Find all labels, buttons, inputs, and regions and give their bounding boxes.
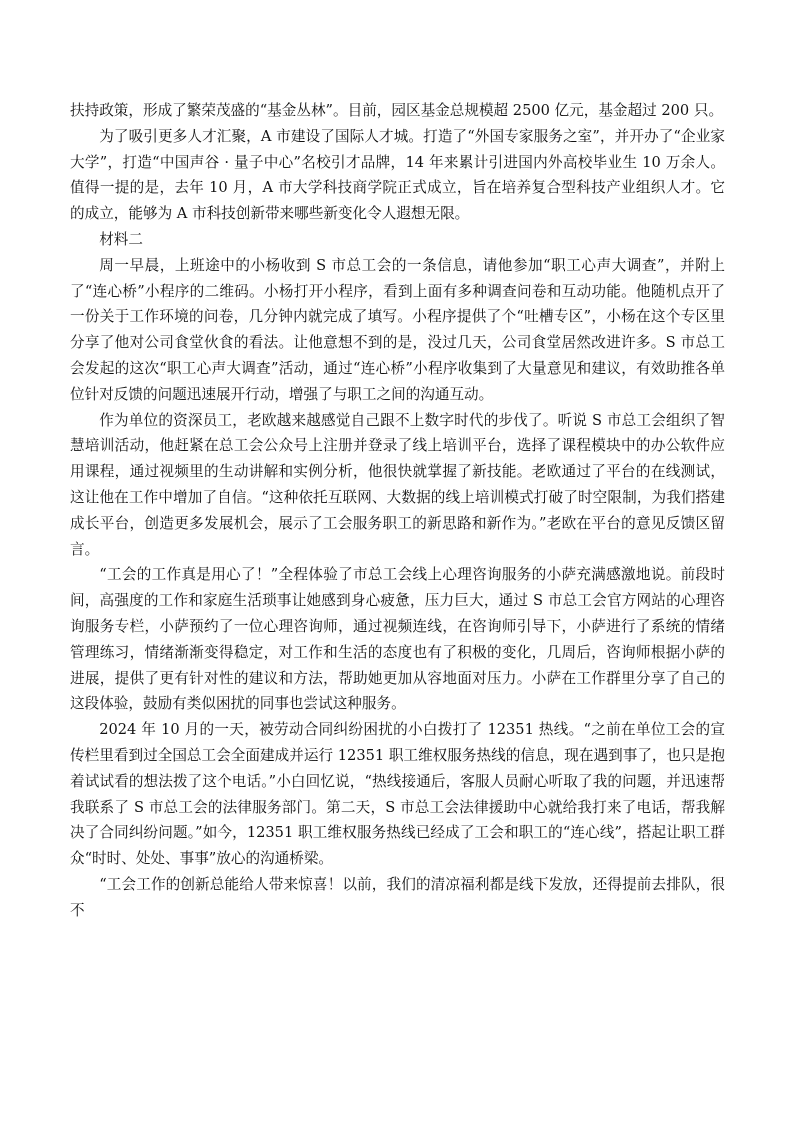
paragraph-cooling-benefits: “工会工作的创新总能给人带来惊喜！以前，我们的清凉福利都是线下发放，还得提前去排队，很不 [70,875,725,919]
paragraph-xiaoyang-survey: 周一早晨，上班途中的小杨收到 S 市总工会的一条信息，请他参加“职工心声大调查”，并附上了“连心桥”小程序的二维码。小杨打开小程序，看到上面有多种调查问卷和互动功能。他随机点开了一份关于工作环境的问卷，几分钟内就完成了填写。小程序提供了个“吐槽专区”，小杨在这个专区里分享了他对公司食堂伙食的看法。让他意想不到的是，没过几天，公司食堂居然改进许多。S 市总工会发起的这次“职工心声大调查”活动，通过“连心桥”小程序收集到了大量意见和建议，有效助推各单位针对反馈的问题迅速展开行动，增强了与职工之间的沟通互动。 [70,256,725,403]
section-heading-material-two: 材料二 [99,230,143,248]
paragraph-xiaobai-hotline: 2024 年 10 月的一天，被劳动合同纠纷困扰的小白拨打了 12351 热线。“之前在单位工会的宣传栏里看到过全国总工会全面建成并运行 12351 职工维权服务热线的信息，现在遇到事了，也只是抱着试试看的想法拨了这个电话。”小白回忆说，“热线接通后，客服人员耐心听取了我的问题，并迅速帮我联系了 S 市总工会的法律服务部门。第二天，S 市总工会法律援助中心就给我打来了电话，帮我解决了合同纠纷问题。”如今，12351 职工维权服务热线已经成了工会和职工的“连心线”，搭起让职工群众“时时、处处、事事”放心的沟通桥梁。 [70,721,725,868]
document-body [70,98,725,924]
paragraph-fund-policy: 扶持政策，形成了繁荣茂盛的“基金丛林”。目前，园区基金总规模超 2500 亿元，基金超过 200 只。 [70,102,724,119]
paragraph-laoou-training: 作为单位的资深员工，老欧越来越感觉自己跟不上数字时代的步伐了。听说 S 市总工会组织了智慧培训活动，他赶紧在总工会公众号上注册并登录了线上培训平台，选择了课程模块中的办公软件应用课程，通过视频里的生动讲解和实例分析，他很快就掌握了新技能。老欧通过了平台的在线测试，这让他在工作中增加了自信。“这种依托互联网、大数据的线上培训模式打破了时空限制，为我们搭建成长平台，创造更多发展机会，展示了工会服务职工的新思路和新作为。”老欧在平台的意见反馈区留言。 [70,411,725,558]
paragraph-talent-city: 为了吸引更多人才汇聚，A 市建设了国际人才城。打造了“外国专家服务之室”，并开办了“企业家大学”，打造“中国声谷 · 量子中心”名校引才品牌，14 年来累计引进国内外高校毕业生 10 万余人。值得一提的是，去年 10 月，A 市大学科技商学院正式成立，旨在培养复合型科技产业组织人才。它的成立，能够为 A 市科技创新带来哪些新变化令人遐想无限。 [70,127,725,223]
paragraph-xiaosa-counseling: “工会的工作真是用心了！”全程体验了市总工会线上心理咨询服务的小萨充满感激地说。前段时间，高强度的工作和家庭生活琐事让她感到身心疲惫，压力巨大，通过 S 市总工会官方网站的心理咨询服务专栏，小萨预约了一位心理咨询师，通过视频连线，在咨询师引导下，小萨进行了系统的情绪管理练习，情绪渐渐变得稳定，对工作和生活的态度也有了积极的变化，几周后，咨询师根据小萨的进展，提供了更有针对性的建议和方法，帮助她更加从容地面对压力。小萨在工作群里分享了自己的这段体验，鼓励有类似困扰的同事也尝试这种服务。 [70,566,725,713]
